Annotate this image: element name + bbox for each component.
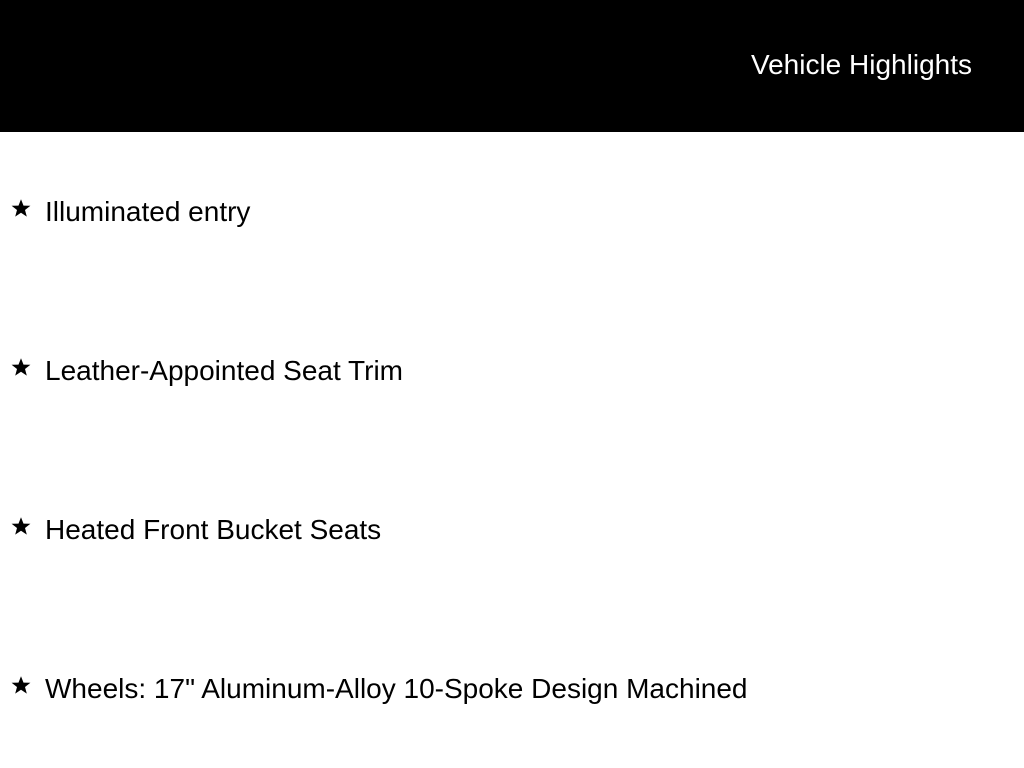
highlight-label: Heated Front Bucket Seats [45, 514, 382, 545]
star-icon [10, 356, 32, 378]
list-item [0, 669, 1024, 709]
star-icon [10, 197, 32, 219]
list-item [0, 510, 1024, 550]
highlight-label: Leather-Appointed Seat Trim [45, 355, 403, 386]
page-title: Vehicle Highlights [750, 49, 972, 80]
highlight-label: Illuminated entry [45, 196, 251, 227]
list-item [0, 351, 1024, 391]
list-item [0, 192, 1024, 232]
highlight-label: Wheels: 17" Aluminum-Alloy 10-Spoke Design Machined [45, 673, 748, 704]
highlights-list [0, 132, 1024, 768]
star-icon [10, 515, 32, 537]
star-icon [10, 674, 32, 696]
header-bar [0, 0, 1024, 132]
